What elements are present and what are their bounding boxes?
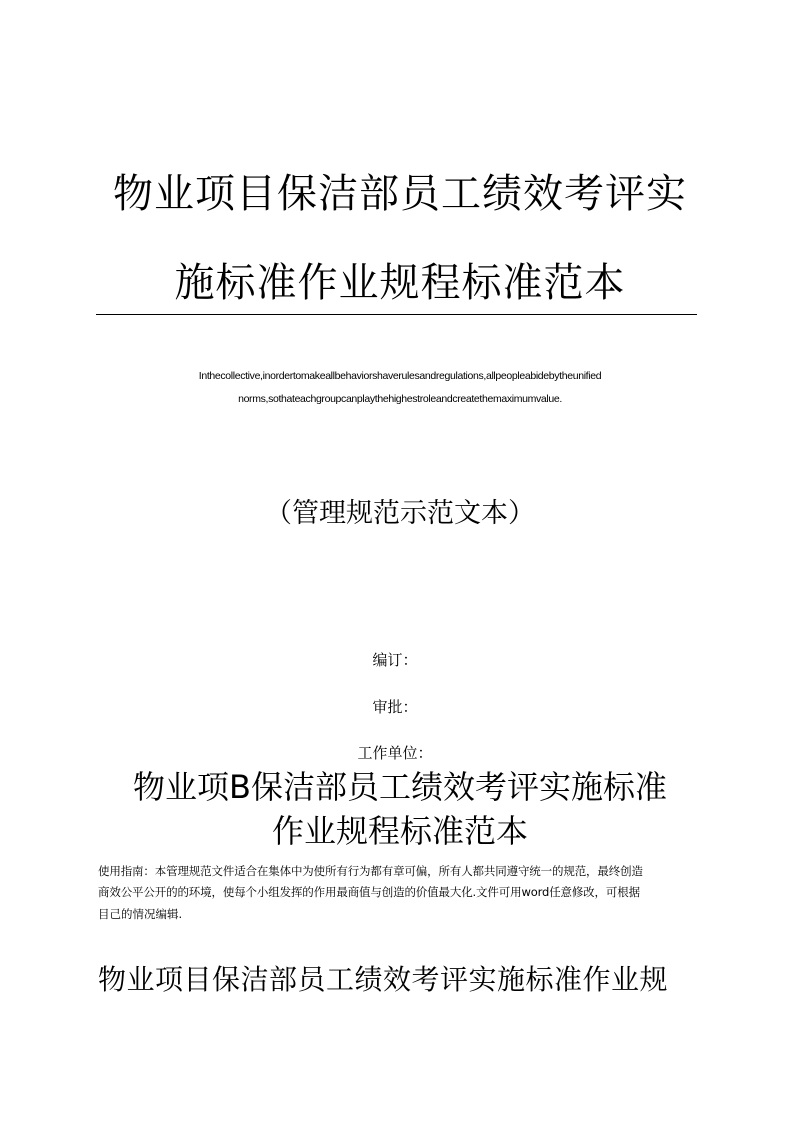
usage-guide-line-3: 目己的情况编辑.: [98, 907, 183, 921]
document-title-line-2: 施标准作业规程标准范本: [174, 260, 626, 306]
section-heading-line-1: 物业项B保洁部员工绩效考评实施标准: [133, 768, 667, 806]
usage-guide-line-2: 商效公平公开的的环境，使每个小组发挥的作用最商值与创造的价值最大化.文件可用word任意修改，可根据: [98, 885, 640, 899]
title-divider: [96, 314, 697, 315]
section-heading-line-2: 作业规程标准范本: [271, 812, 528, 850]
compile-field-label: 编订：: [372, 651, 418, 669]
document-title-line-1: 物业项目保洁部员工绩效考评实: [113, 171, 687, 217]
approve-field-label: 审批：: [372, 698, 418, 716]
english-intro-line-2: norms,sothateachgroupcanplaythehighestroleandcreatethemaximumvalue.: [238, 393, 562, 405]
work-unit-field-label: 工作单位：: [357, 744, 433, 762]
document-subtitle: （管理规范示范文本）: [265, 498, 535, 529]
body-heading: 物业项目保洁部员工绩效考评实施标准作业规: [98, 963, 669, 996]
english-intro-line-1: Inthecollective,inordertomakeallbehaviorshaverulesandregulations,allpeopleabidebytheunified: [198, 370, 602, 382]
usage-guide-line-1: 使用指南：本管理规范文件适合在集体中为使所有行为都有章可偏，所有人都共同遵守统一的规范，最终创造: [98, 864, 643, 878]
